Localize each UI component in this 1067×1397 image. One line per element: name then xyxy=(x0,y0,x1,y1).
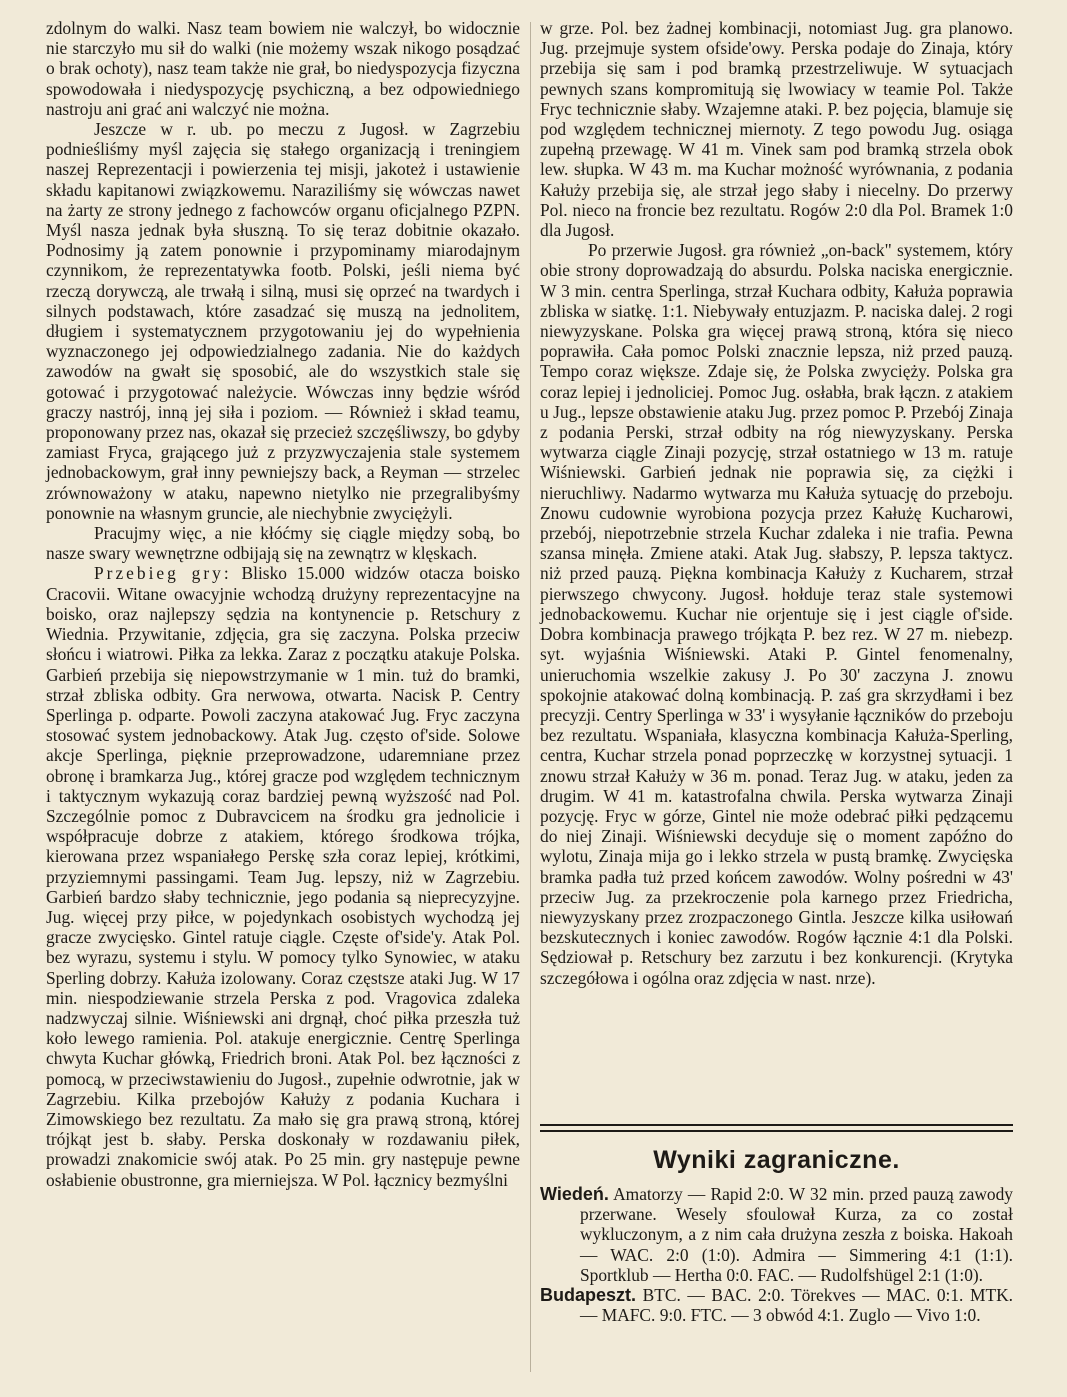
paragraph: w grze. Pol. bez żadnej kombinacji, notomiast Jug. gra planowo. Jug. przejmuje system ofside'owy. Perska podaje do Zinaja, który przebija się sam i pod bramką przestrzeliwuje. W sytuacjach pewnych szans kompromitują się lwowiacy w teamie Pol. Także Fryc technicznie słaby. Wzajemne ataki. P. bez pojęcia, blamuje się pod względem technicznej miernoty. Z tego powodu Jug. osiąga zupełną przewagę. W 41 m. Vinek sam pod bramką strzela obok lew. słupka. W 43 m. ma Kuchar możność wyrównania, z podania Kałuży przebija się, ale strzał jego słaby i niecelny. Do przerwy Pol. nieco na froncie bez rezultatu. Rogów 2:0 dla Pol. Bramek 1:0 dla Jugosł. xyxy=(540,18,1013,241)
left-column xyxy=(46,18,520,1190)
paragraph: zdolnym do walki. Nasz team bowiem nie walczył, bo widocznie nie starczyło mu sił do walki (nie możemy wszak nikogo posądzać o brak ochoty), nasz team także nie grał, bo niedyspozycja fizyczna spowodowała i niedyspozycję psychiczną, a bez odpowiedniego nastroju ani grać ani walczyć nie można. xyxy=(46,18,520,119)
result-entry xyxy=(540,1285,1013,1325)
paragraph-text: Blisko 15.000 widzów otacza boisko Cracovii. Witane owacyjnie wchodzą drużyny reprezentacyjne na boisko, oraz najlepszy sędzia na kontynencie p. Retschury z Wiednia. Przywitanie, zdjęcia, gra się zaczyna. Polska przeciw słońcu i wiatrowi. Piłka za lekka. Zaraz z początku atakuje Polska. Garbień przebija się niepowstrzymanie w 1 min. tuż do bramki, strzał zbliska odbity. Gra nerwowa, otwarta. Nacisk P. Centry Sperlinga p. odparte. Powoli zaczyna atakować Jug. Fryc zaczyna stosować system jednobackowy. Atak Jug. często of'side. Solowe akcje Sperlinga, pięknie przeprowadzone, udaremniane przez obronę i bramkarza Jug., której gracze pod względem technicznym i taktycznym wykazują coraz bardziej pewną wyższość nad Pol. Szczególnie pomoc z Dubravcicem na środku gra jednolicie i współpracuje dobrze z atakiem, którego środkowa trójka, kierowana przez wspaniałego Perskę szła coraz lepiej, krótkimi, przyziemnymi passingami. Team Jug. lepszy, niż w Zagrzebiu. Garbień bardzo słaby technicznie, jego podania są nieprecyzyjne. Jug. więcej przy piłce, w pojedynkach osobistych wychodzą jej gracze zwycięsko. Gintel ratuje ciągle. Częste of'side'y. Atak Pol. bez wyrazu, systemu i stylu. W pomocy tylko Synowiec, w ataku Sperling dobrzy. Kałuża izolowany. Coraz częstsze ataki Jug. W 17 min. niespodziewanie strzela Perska z pod. Vragovica zdaleka nadzwyczaj silnie. Wiśniewski ani drgnął, choć piłka przeszła tuż koło lewego ramienia. Pol. atakuje energicznie. Centrę Sperlinga chwyta Kuchar główką, Friedrich broni. Atak Pol. bez łączności z pomocą, w przeciwstawieniu do Jugosł., zupełnie odwrotnie, jak w Zagrzebiu. Kilka przebojów Kałuży z podania Kuchara i Zimowskiego bez rezultatu. Za mało się gra prawą stroną, której trójkąt jest b. słaby. Perska doskonały w rozdawaniu piłek, prowadzi znakomicie swój atak. Po 25 min. gry następuje pewne osłabienie obustronne, gra mierniejsza. W Pol. łącznicy bezmyślni xyxy=(46,563,521,1190)
match-report-paragraph xyxy=(46,563,520,1189)
column-divider xyxy=(530,22,531,1372)
result-entry xyxy=(540,1184,1013,1285)
result-text: BTC. — BAC. 2:0. Törekves — MAC. 0:1. MTK. — MAFC. 9:0. FTC. — 3 obwód 4:1. Zuglo — Vivo 1:0. xyxy=(580,1285,1013,1326)
results-list xyxy=(540,1184,1013,1325)
paragraph: Pracujmy więc, a nie kłóćmy się ciągle między sobą, bo nasze swary wewnętrzne odbijają się na zewnątrz w klęskach. xyxy=(46,523,520,564)
section-lead: Przebieg gry: xyxy=(94,563,232,584)
paragraph: Po przerwie Jugosł. gra również „on-back" systemem, który obie strony doprowadzają do absurdu. Polska naciska energicznie. W 3 min. centra Sperlinga, strzał Kuchara odbity, Kałuża poprawia zbliska w siatkę. 1:1. Niebywały entuzjazm. P. naciska dalej. 2 rogi niewyzyskane. Polska gra więcej prawą stroną, która się nieco poprawiła. Cała pomoc Polski znacznie lepsza, niż przed pauzą. Tempo coraz większe. Zdaje się, że Polska zwycięży. Polska gra coraz lepiej i jednoliciej. Pomoc Jug. osłabła, brak łączn. z atakiem u Jug., lepsze obstawienie ataku Jug. przez pomoc P. Przebój Zinaja z podania Perski, strzał odbity na róg niewyzyskany. Perska wytwarza ciągle Zinaji pozycję, strzał ostatniego w 13 m. ratuje Wiśniewski. Garbień jednak nie poprawia się, za ciężki i nieruchliwy. Nadarmo wytwarza mu Kałuża sytuację do przeboju. Znowu cudownie wyrobiona pozycja przez Kałużę Kucharowi, przebój, niepotrzebnie strzela Kuchar zdaleka i nie trafia. Pewna szansa minęła. Zmiene ataki. Atak Jug. słabszy, P. lepsza taktycz. niż przed pauzą. Piękna kombinacja Kałuży z Kucharem, strzał pierwszego chwycony. Jugosł. hołduje teraz stale systemowi jednobackowemu. Kuchar nie orjentuje się i jest ciągle of'side. Dobra kombinacja prawego trójkąta P. bez rez. W 27 m. niebezp. syt. wyjaśnia Wiśniewski. Ataki P. Gintel fenomenalny, unieruchomia wszelkie zakusy J. Po 30' zaczyna J. znowu spokojnie atakować dolną kombinacją. P. zaś gra skrzydłami i bez precyzji. Centry Sperlinga w 33' i wysyłanie łączników do przeboju bez rezultatu. Wspaniała, klasyczna kombinacja Kałuża-Sperling, centra, Kuchar strzela ponad poprzeczkę w korzystnej sytuacji. 1 znowu strzał Kałuży w 36 m. ponad. Teraz Jug. w ataku, jeden za drugim. W 41 m. katastrofalna chwila. Perska wytwarza Zinaji pozycję. Fryc w górze, Gintel nie może odebrać piłki pędzącemu do niej Zinaji. Wiśniewski decyduje się o moment zapóźno do wylotu, Zinaja mija go i lekko strzela w pustą bramkę. Zwycięska bramka padła tuż przed końcem zawodów. Wolny pośredni w 43' przeciw Jug. za przekroczenie pola karnego przez Friedricha, niewyzyskany przez zrozpaczonego Gintla. Jeszcze kilka usiłowań bezskutecznych i koniec zawodów. Rogów łącznie 4:1 dla Polski. Sędziował p. Retschury bez zarzutu i bez konkurencji. (Krytyka szczegółowa i ogólna oraz zdjęcia w nast. nrze). xyxy=(540,240,1013,988)
section-rule xyxy=(540,1130,1013,1132)
city-name: Budapeszt. xyxy=(540,1285,637,1306)
results-heading: Wyniki zagraniczne. xyxy=(653,1146,900,1174)
result-text: Amatorzy — Rapid 2:0. W 32 min. przed pauzą zawody przerwane. Wesely sfoulował Kurza, za co został wykluczonym, a z nim cała drużyna zeszła z boiska. Hakoah — WAC. 2:0 (1:0). Admira — Simmering 4:1 (1:1). Sportklub — Hertha 0:0. FAC. — Rudolfshügel 2:1 (1:0). xyxy=(580,1184,1013,1285)
right-column xyxy=(540,18,1013,988)
paragraph: Jeszcze w r. ub. po meczu z Jugosł. w Zagrzebiu podnieśliśmy myśl zajęcia się stałego organizacją i treningiem naszej Reprezentacji i powierzenia tej misji, jakoteż i ustawienie składu kapitanowi związkowemu. Naraziliśmy się wówczas nawet na żarty ze strony jednego z fachowców organu oficjalnego PZPN. Myśl nasza jednak była słuszną. To się teraz dobitnie okazało. Podnosimy ją zatem ponownie i przypominamy miarodajnym czynnikom, że reprezentatywka footb. Polski, jeśli niema być rzeczą dorywczą, ale trwałą i silną, musi się oprzeć na twardych i silnych podstawach, które zasadzać się muszą na jednolitem, długiem i systematycznem przygotowaniu jej do wypełnienia wyznaczonego jej odpowiedzialnego zadania. Nie do każdych zawodów na gwałt się sposobić, ale do wszystkich stale się gotować i przygotować należycie. Wówczas inny będzie wśród graczy nastrój, inną jej siła i poziom. — Również i skład teamu, proponowany przez nas, okazał się przecież szczęśliwszy, bo gdyby zamiast Fryca, grającego już z przyzwyczajenia stale systemem jednobackowym, grał inny pewniejszy back, a Reyman — strzelec zrównoważony w ataku, napewno nietylko nie przegralibyśmy ponownie na własnym gruncie, ale niechybnie zwyciężyli. xyxy=(46,119,520,523)
city-name: Wiedeń. xyxy=(540,1184,609,1204)
section-rule xyxy=(540,1124,1013,1126)
